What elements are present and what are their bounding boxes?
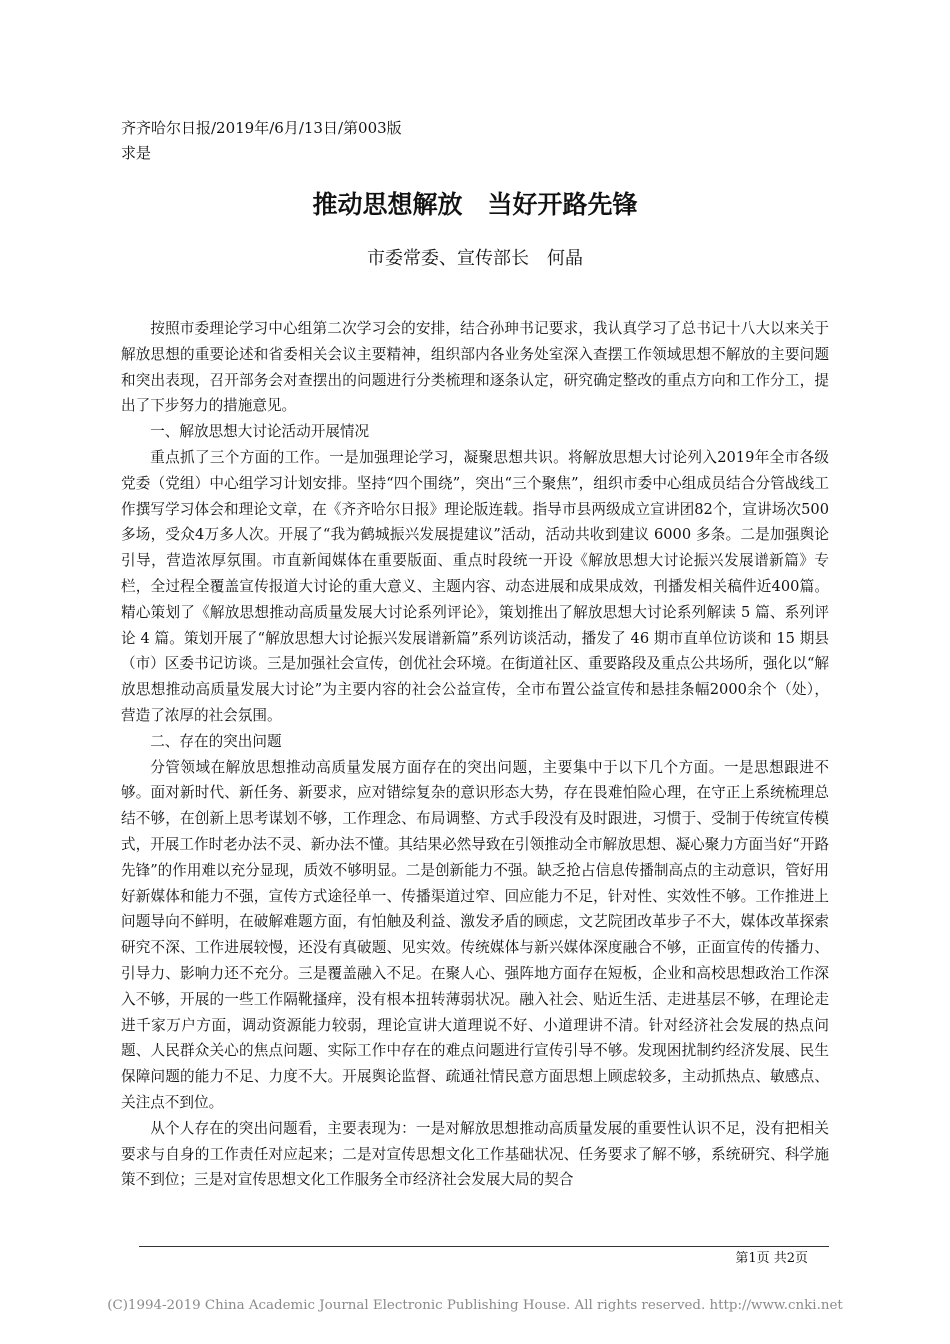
paragraph-section-2: 分管领域在解放思想推动高质量发展方面存在的突出问题，主要集中于以下几个方面。一是思想跟进不够。面对新时代、新任务、新要求，应对错综复杂的意识形态大势，存在畏难怕险心理，在守正上系统梳理总结不够，在创新上思考谋划不够，工作理念、布局调整、方式手段没有及时跟进，习惯于、受制于传统宣传模式，开展工作时老办法不灵、新办法不懂。其结果必然导致在引领推动全市解放思想、凝心聚力方面当好“开路先锋”的作用难以充分显现，质效不够明显。二是创新能力不强。缺乏抢占信息传播制高点的主动意识，管好用好新媒体和能力不强，宣传方式途径单一、传播渠道过窄、回应能力不足，针对性、实效性不够。工作推进上问题导向不鲜明，在破解难题方面，有怕触及利益、激发矛盾的顾虑，文艺院团改革步子不大，媒体改革探索研究不深、工作进展较慢，还没有真破题、见实效。传统媒体与新兴媒体深度融合不够，正面宣传的传播力、引导力、影响力还不充分。三是覆盖融入不足。在聚人心、强阵地方面存在短板，企业和高校思想政治工作深入不够，开展的一些工作隔靴搔痒，没有根本扭转薄弱状况。融入社会、贴近生活、走进基层不够，在理论走进千家万户方面，调动资源能力较弱，理论宣讲大道理说不好、小道理讲不清。针对经济社会发展的热点问题、人民群众关心的焦点问题、实际工作中存在的难点问题进行宣传引导不够。发现困扰制约经济发展、民生保障问题的能力不足、力度不大。开展舆论监督、疏通社情民意方面思想上顾虑较多，主动抓热点、敏感点、关注点不到位。 [121,758,829,1111]
article-author: 市委常委、宣传部长 何晶 [367,248,583,269]
paragraph-section-1: 重点抓了三个方面的工作。一是加强理论学习，凝聚思想共识。将解放思想大讨论列入2019年全市各级党委（党组）中心组学习计划安排。坚持“四个围绕”，突出“三个聚焦”，组织市委中心组成员结合分管战线工作撰写学习体会和理论文章，在《齐齐哈尔日报》理论版连载。指导市县两级成立宣讲团82个，宣讲场次500多场，受众4万多人次。开展了“我为鹤城振兴发展提建议”活动，活动共收到建议 6000 多条。二是加强舆论引导，营造浓厚氛围。市直新闻媒体在重要版面、重点时段统一开设《解放思想大讨论振兴发展谱新篇》专栏，全过程全覆盖宣传报道大讨论的重大意义、主题内容、动态进展和成果成效，刊播发相关稿件近400篇。精心策划了《解放思想推动高质量发展大讨论系列评论》，策划推出了解放思想大讨论系列解读 5 篇、系列评论 4 篇。策划开展了“解放思想大讨论振兴发展谱新篇”系列访谈活动，播发了 46 期市直单位访谈和 15 期县（市）区委书记访谈。三是加强社会宣传，创优社会环境。在街道社区、重要路段及重点公共场所，强化以“解放思想推动高质量发展大讨论”为主要内容的社会公益宣传，全市布置公益宣传和悬挂条幅2000余个（处），营造了浓厚的社会氛围。 [121,448,829,724]
article-title: 推动思想解放 当好开路先锋 [312,190,638,219]
page-number: 第1页 共2页 [735,1251,808,1266]
paragraph-personal-issues: 从个人存在的突出问题看，主要表现为：一是对解放思想推动高质量发展的重要性认识不足，没有把相关要求与自身的工作责任对应起来；二是对宣传思想文化工作基础状况、任务要求了解不够，系统研究、科学施策不到位；三是对宣传思想文化工作服务全市经济社会发展大局的契合 [121,1119,829,1189]
footer-divider [139,1246,829,1247]
paragraph-intro: 按照市委理论学习中心组第二次学习会的安排，结合孙珅书记要求，我认真学习了总书记十八大以来关于解放思想的重要论述和省委相关会议主要精神，组织部内各业务处室深入查摆工作领域思想不解放的主要问题和突出表现，召开部务会对查摆出的问题进行分类梳理和逐条认定，研究确定整改的重点方向和工作分工，提出了下步努力的措施意见。 [121,320,829,415]
section-heading-2: 二、存在的突出问题 [150,732,282,750]
article-body [121,316,829,1193]
section-heading-1: 一、解放思想大讨论活动开展情况 [150,423,370,441]
copyright-notice: (C)1994-2019 China Academic Journal Electronic Publishing House. All rights reserved. http://www.cnki.net [107,1298,843,1313]
source-citation: 齐齐哈尔日报/2019年/6月/13日/第003版 [121,119,402,137]
column-name: 求是 [121,144,152,162]
